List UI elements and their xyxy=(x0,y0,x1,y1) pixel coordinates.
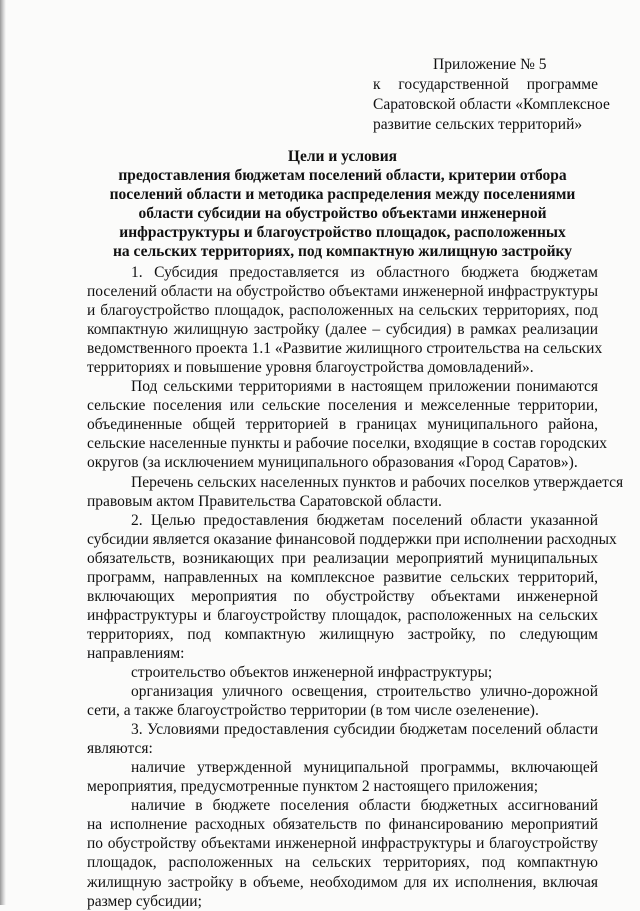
body-paragraph xyxy=(87,663,598,682)
body-line: Под сельскими территориями в настоящем приложении понимаются xyxy=(131,378,598,396)
body-paragraph xyxy=(87,720,598,758)
document-heading xyxy=(87,147,598,261)
appendix-title: Приложение № 5 xyxy=(433,56,547,73)
body-line: поселений области на обустройство объектами инженерной инфраструктуры xyxy=(87,283,598,301)
appendix-line-3: Саратовской области «Комплексное xyxy=(373,96,610,113)
body-line: на исполнение расходных обязательств по финансированию мероприятий xyxy=(87,816,598,834)
heading-line: на сельских территориях, под компактную жилищную застройку xyxy=(112,243,573,260)
body-line: площадок, расположенных на сельских территориях, под компактную xyxy=(87,854,598,872)
body-line: направлениям: xyxy=(87,644,185,662)
body-paragraph xyxy=(87,682,598,720)
body-paragraph xyxy=(87,796,598,910)
body-line: программ, направленных на комплексное развитие сельских территорий, xyxy=(87,568,598,586)
body-line: компактную жилищную застройку (далее – субсидия) в рамках реализации xyxy=(87,321,598,339)
appendix-line-2 xyxy=(373,75,598,95)
body-line: включающих мероприятия по обустройству объектами инженерной xyxy=(87,587,598,605)
heading-line: инфраструктуры и благоустройство площадок, расположенных xyxy=(119,224,566,241)
body-line: сети, а также благоустройство территории (в том числе озеленение). xyxy=(87,702,539,720)
body-line: наличие утвержденной муниципальной программы, включающей xyxy=(131,759,598,777)
appendix-line-2-right: программе xyxy=(526,76,598,93)
body-line: ведомственного проекта 1.1 «Развитие жилищного строительства на сельских xyxy=(87,340,603,358)
body-paragraph xyxy=(87,377,608,472)
body-line: являются: xyxy=(87,740,153,758)
body-line: объединенные общей территорией в границах муниципального района, xyxy=(87,416,598,434)
body-paragraph xyxy=(87,473,624,511)
scan-edge-shadow xyxy=(0,0,6,905)
body-paragraph xyxy=(87,758,598,796)
body-paragraph xyxy=(87,511,617,663)
heading-line: предоставления бюджетам поселений области, критерии отбора xyxy=(118,167,567,184)
body-line: инфраструктуры и благоустройству площадок, расположенных на сельских xyxy=(87,606,598,624)
body-paragraph xyxy=(87,263,603,377)
body-line: и благоустройство площадок, расположенных на сельских территориях, под xyxy=(87,302,598,320)
body-line: сельские населенные пункты и рабочие поселки, входящие в состав городских xyxy=(87,435,608,453)
appendix-line-2-left: к xyxy=(373,76,381,93)
body-line: мероприятия, предусмотренные пунктом 2 настоящего приложения; xyxy=(87,778,539,796)
heading-line: области субсидии на обустройство объектами инженерной xyxy=(138,205,547,222)
body-line: 3. Условиями предоставления субсидии бюджетам поселений области xyxy=(131,721,598,739)
document-body xyxy=(87,263,624,911)
heading-line: Цели и условия xyxy=(287,148,398,165)
appendix-header xyxy=(373,55,610,135)
body-line: территориях и повышение уровня благоустройства домовладений». xyxy=(87,359,534,377)
body-line: территориях, под компактную жилищную застройку, по следующим xyxy=(87,625,598,643)
heading-line: поселений области и методика распределения между поселениями xyxy=(109,186,576,203)
body-line: 1. Субсидия предоставляется из областного бюджета бюджетам xyxy=(131,264,598,281)
body-line: по обустройству объектами инженерной инфраструктуры и благоустройству xyxy=(87,835,598,853)
body-line: строительство объектов инженерной инфраструктуры; xyxy=(131,663,493,681)
body-line: 2. Целью предоставления бюджетам поселений области указанной xyxy=(131,511,598,529)
appendix-line-2-mid: государственной xyxy=(398,76,509,93)
body-line: обязательств, возникающих при реализации мероприятий муниципальных xyxy=(87,549,598,567)
body-line: наличие в бюджете поселения области бюджетных ассигнований xyxy=(131,797,598,815)
body-line: правовым актом Правительства Саратовской области. xyxy=(87,492,442,510)
body-line: Перечень сельских населенных пунктов и рабочих поселков утверждается xyxy=(131,473,624,491)
body-line: жилищную застройку в объеме, необходимом для их исполнения, включая xyxy=(87,873,598,891)
body-line: организация уличного освещения, строительство улично-дорожной xyxy=(131,683,598,701)
appendix-line-4: развитие сельских территорий» xyxy=(373,116,583,133)
body-line: размер субсидии; xyxy=(87,892,202,910)
body-line: округов (за исключением муниципального образования «Город Саратов»). xyxy=(87,454,578,472)
body-line: сельские поселения или сельские поселения и межселенные территории, xyxy=(87,397,598,415)
body-line: субсидии является оказание финансовой поддержки при исполнении расходных xyxy=(87,530,617,548)
